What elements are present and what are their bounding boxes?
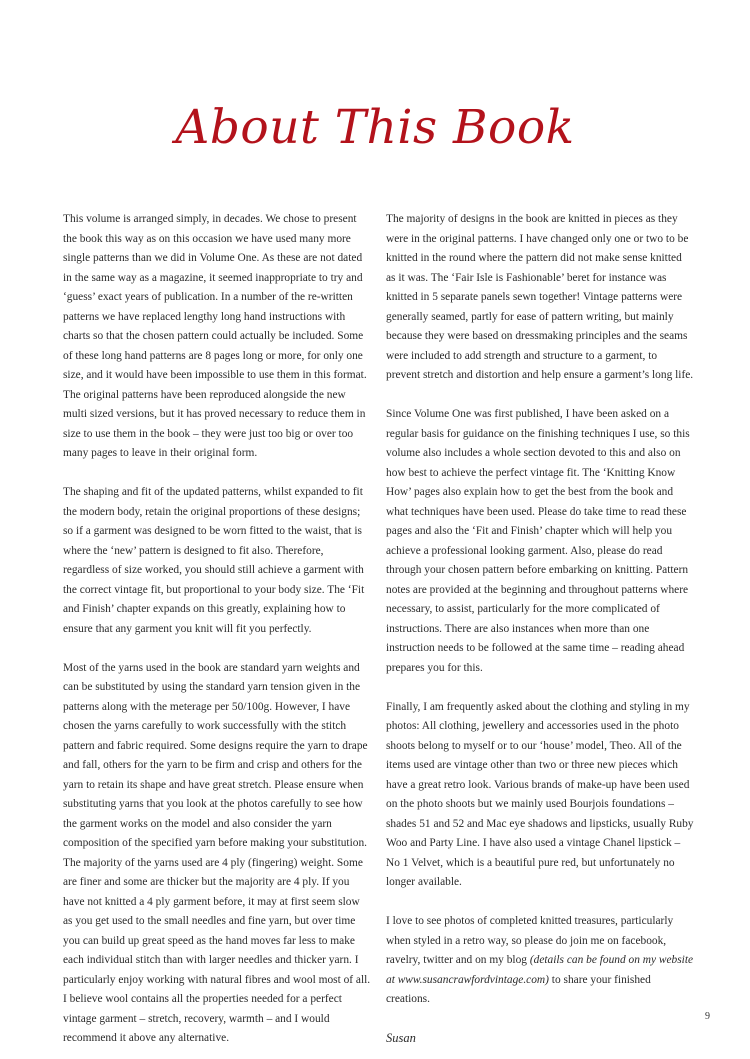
page-number: 9 [705, 1011, 710, 1022]
paragraph: Since Volume One was first published, I have been asked on a regular basis for guidance on the finishing techniques I use, so this volume also includes a whole section devoted to this and also on how best to achieve the perfect vintage fit. The ‘Knitting Know How’ pages also explain how to get the best from the book and what techniques have been used. Please do take time to read these pages and also the ‘Fit and Finish’ chapter which will help you achieve a professional looking garment. Also, please do read through your chosen pattern before embarking on knitting. Pattern notes are provided at the beginning and throughout patterns where necessary, to assist, particularly for the more complicated of instructions. There are also instances when more than one instruction needs to be followed at the same time – reading ahead prepares you for this. [386, 408, 690, 674]
signature: Susan [386, 1031, 416, 1045]
paragraph: The majority of designs in the book are knitted in pieces as they were in the original patterns. I have changed only one or two to be knitted in the round where the pattern did not make sense knitted as it was. The ‘Fair Isle is Fashionable’ beret for instance was knitted in 5 separate panels sewn together! Vintage patterns were generally seamed, partly for ease of pattern writing, but mainly because they were based on dressmaking principles and the seams were included to add strength and structure to a garment, to prevent stretch and distortion and help ensure a garment’s long life. [386, 213, 694, 381]
paragraph: Finally, I am frequently asked about the clothing and styling in my photos: All clothing, jewellery and accessories used in the photo shoots belong to myself or to our ‘house’ model, Theo. All of the items used are vintage other than two or three new pieces which have a great retro look. Various brands of make-up have been used on the photo shoots but we mainly used Bourjois foundations – shades 51 and 52 and Mac eye shadows and lipsticks, usually Ruby Woo and Party Line. I have also used a vintage Chanel lipstick – No 1 Velvet, which is a beautiful pure red, but unfortunately no longer available. [386, 700, 694, 888]
website-note: (details can be found on my website at www.susancrawfordvintage.com) [386, 954, 694, 986]
page-title: About This Book [175, 100, 575, 155]
contact-text-end: to share your finished creations. [386, 973, 651, 1005]
contact-text: I love to see photos of completed knitted treasures, particularly when styled in a retro way, so please do join me on facebook, ravelry, twitter and on my blog [386, 915, 674, 966]
left-column [63, 210, 371, 1049]
right-column [386, 210, 694, 1049]
paragraph-contact [386, 912, 694, 1010]
paragraph: This volume is arranged simply, in decades. We chose to present the book this way as on this occasion we have used many more single patterns than we did in Volume One. As these are not dated in the same way as a magazine, it seemed inappropriate to try and ‘guess’ exact years of publication. In a number of the re-written patterns we have replaced lengthy long hand instructions with charts so that the chosen pattern could actually be included. Some of these long hand patterns are 8 pages long or more, for only one size, and it would have been impossible to use them in this format. The original patterns have been reproduced alongside the new multi sized versions, but it has proved necessary to reduce them in size to use them in the book – they were just too big or over too many pages to leave in their original form. [63, 213, 367, 459]
paragraph: The shaping and fit of the updated patterns, whilst expanded to fit the modern body, retain the original proportions of these designs; so if a garment was designed to be worn fitted to the waist, that is where the ‘new’ pattern is designed to fit also. Therefore, regardless of size worked, you should still achieve a garment with the correct vintage fit, but proportional to your body size. The ‘Fit and Finish’ chapter expands on this greatly, explaining how to ensure that any garment you knit will fit you perfectly. [63, 486, 365, 635]
paragraph: Most of the yarns used in the book are standard yarn weights and can be substituted by using the standard yarn tension given in the patterns along with the meterage per 50/100g. However, I have chosen the yarns carefully to work successfully with the stitch pattern and fabric required. Some designs require the yarn to drape and fall, others for the yarn to be firm and crisp and others for the yarn to retain its shape and have great stretch. Please ensure when substituting yarns that you look at the photos carefully to see how the garment works on the model and also consider the yarn composition of the specified yarn before making your substitution. The majority of the yarns used are 4 ply (fingering) weight. Some are finer and some are thicker but the majority are 4 ply. If you have not knitted a 4 ply garment before, it may at first seem slow as you get used to the small needles and fine yarn, but over time you can build up great speed as the hand moves far less to make each individual stitch than with larger needles and thicker yarn. I particularly enjoy working with natural fibres and wool most of all. I believe wool contains all the properties needed for a perfect vintage garment – stretch, recovery, warmth – and I would recommend it above any alternative. [63, 661, 371, 1044]
